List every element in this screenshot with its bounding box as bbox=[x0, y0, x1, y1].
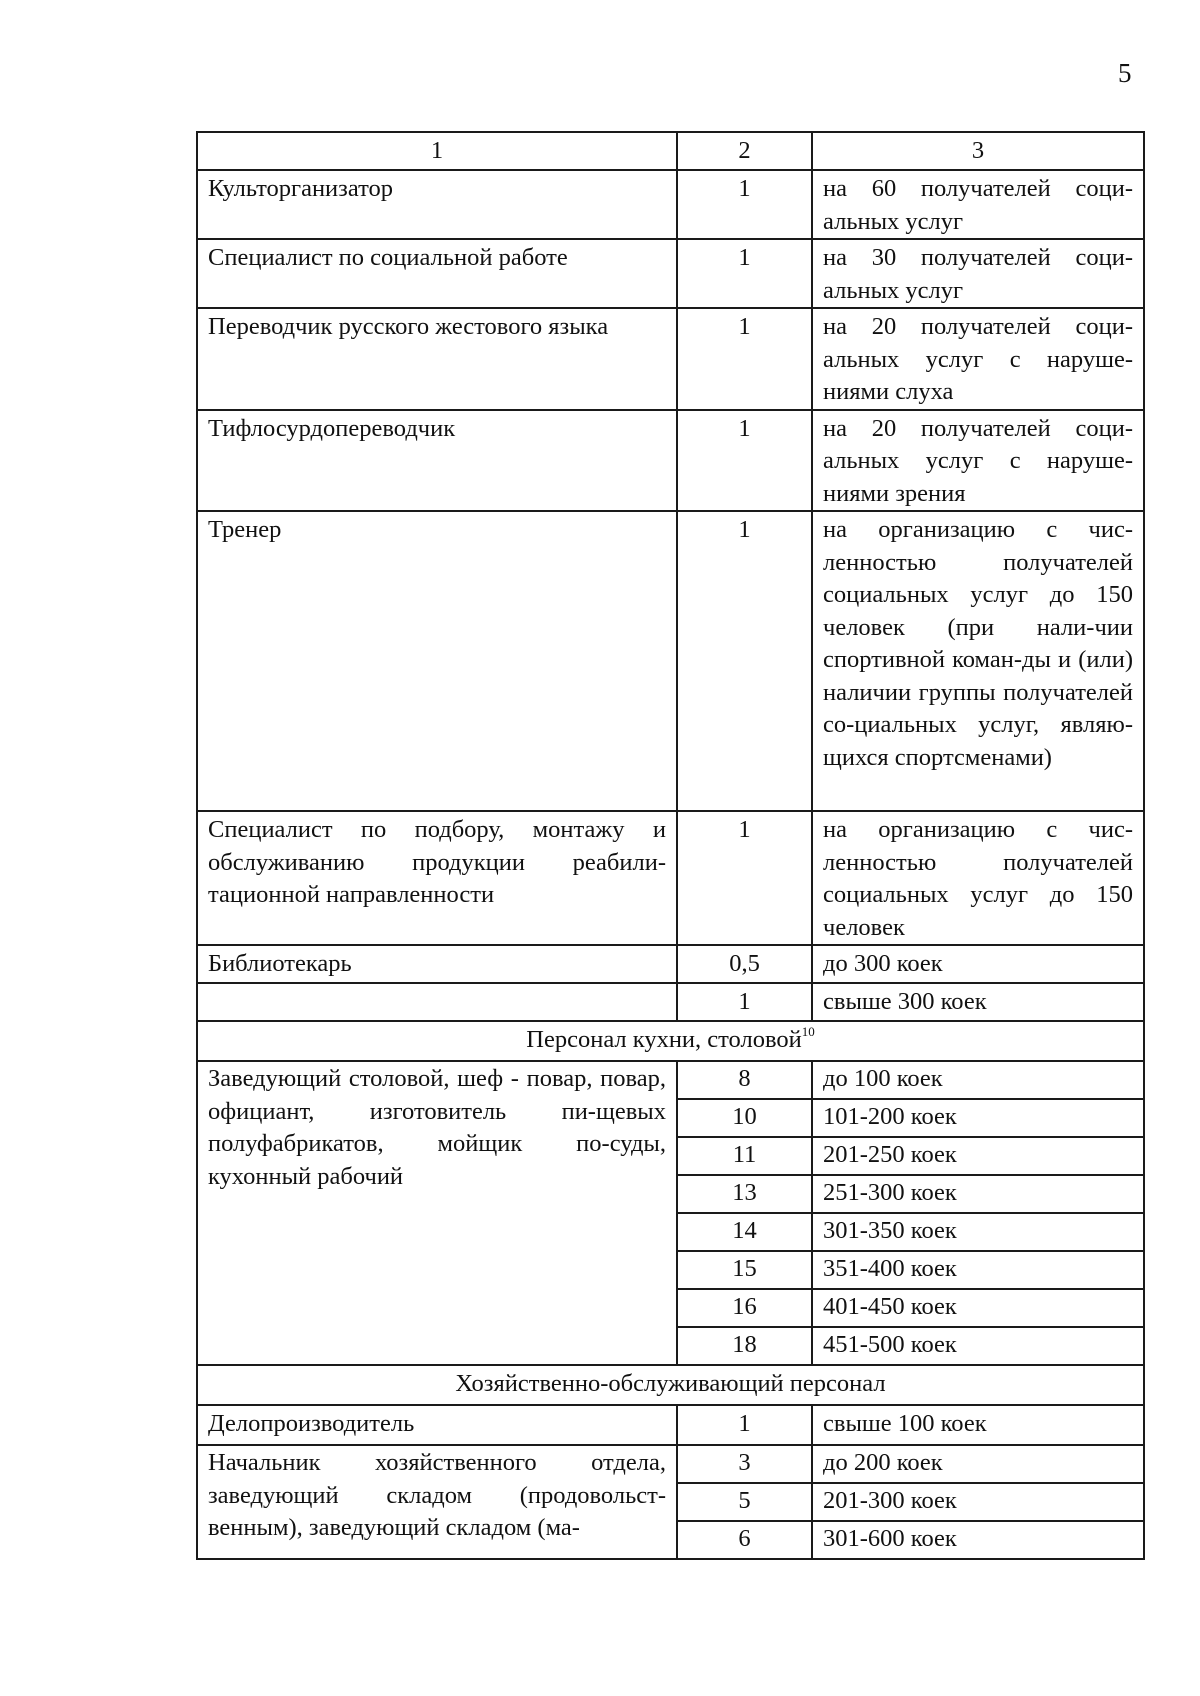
norm-cell: свыше 300 коек bbox=[812, 983, 1144, 1021]
norm-cell: 201-300 коек bbox=[812, 1483, 1144, 1521]
table-row bbox=[197, 410, 1144, 512]
norm-cell: до 300 коек bbox=[812, 945, 1144, 983]
footnote-marker: 10 bbox=[801, 1024, 815, 1039]
count-cell: 1 bbox=[677, 410, 812, 512]
table-row bbox=[197, 1061, 1144, 1099]
norm-cell: 401-450 коек bbox=[812, 1289, 1144, 1327]
count-cell: 6 bbox=[677, 1521, 812, 1559]
norm-cell: свыше 100 коек bbox=[812, 1405, 1144, 1445]
count-cell: 15 bbox=[677, 1251, 812, 1289]
kitchen-title-text: Персонал кухни, столовой bbox=[526, 1026, 802, 1053]
section-row bbox=[197, 1021, 1144, 1061]
page-number: 5 bbox=[1118, 58, 1132, 88]
position-cell: Тифлосурдопереводчик bbox=[197, 410, 677, 512]
count-cell: 18 bbox=[677, 1327, 812, 1365]
table-row bbox=[197, 945, 1144, 983]
count-cell: 1 bbox=[677, 511, 812, 811]
count-cell: 0,5 bbox=[677, 945, 812, 983]
norm-cell: 301-350 коек bbox=[812, 1213, 1144, 1251]
section-row bbox=[197, 1365, 1144, 1405]
position-cell: Переводчик русского жестового языка bbox=[197, 308, 677, 410]
table-row bbox=[197, 308, 1144, 410]
table-row bbox=[197, 511, 1144, 811]
count-cell: 1 bbox=[677, 239, 812, 308]
norm-cell: на 20 получателей соци-альных услуг с наруше-ниями слуха bbox=[812, 308, 1144, 410]
norm-cell: 301-600 коек bbox=[812, 1521, 1144, 1559]
table-header-row bbox=[197, 132, 1144, 170]
count-cell: 11 bbox=[677, 1137, 812, 1175]
count-cell: 5 bbox=[677, 1483, 812, 1521]
table-row bbox=[197, 811, 1144, 945]
norm-cell: 251-300 коек bbox=[812, 1175, 1144, 1213]
norm-cell: на 60 получателей соци-альных услуг bbox=[812, 170, 1144, 239]
norm-cell: 201-250 коек bbox=[812, 1137, 1144, 1175]
kitchen-section-title bbox=[197, 1021, 1144, 1061]
column-1-header: 1 bbox=[197, 132, 677, 170]
norm-cell: до 100 коек bbox=[812, 1061, 1144, 1099]
norm-cell: 351-400 коек bbox=[812, 1251, 1144, 1289]
household-section-title: Хозяйственно-обслуживающий персонал bbox=[197, 1365, 1144, 1405]
norm-cell: 101-200 коек bbox=[812, 1099, 1144, 1137]
column-3-header: 3 bbox=[812, 132, 1144, 170]
count-cell: 3 bbox=[677, 1445, 812, 1483]
norm-cell: на 30 получателей соци-альных услуг bbox=[812, 239, 1144, 308]
count-cell: 1 bbox=[677, 308, 812, 410]
position-cell: Библиотекарь bbox=[197, 945, 677, 983]
column-2-header: 2 bbox=[677, 132, 812, 170]
table-row bbox=[197, 1445, 1144, 1483]
position-cell: Специалист по подбору, монтажу и обслуживанию продукции реабили-тационной направленности bbox=[197, 811, 677, 945]
norm-cell: до 200 коек bbox=[812, 1445, 1144, 1483]
position-cell bbox=[197, 983, 677, 1021]
position-cell: Культорганизатор bbox=[197, 170, 677, 239]
count-cell: 13 bbox=[677, 1175, 812, 1213]
household-head-position-cell: Начальник хозяйственного отдела, заведующий складом (продовольст-венным), заведующий складом (ма- bbox=[197, 1445, 677, 1559]
norm-cell: 451-500 коек bbox=[812, 1327, 1144, 1365]
count-cell: 1 bbox=[677, 983, 812, 1021]
count-cell: 1 bbox=[677, 1405, 812, 1445]
norm-cell: на организацию с чис-ленностью получателей социальных услуг до 150 человек (при нали-чии спортивной коман-ды и (или) наличии группы получателей со-циальных услуг, являю-щихся спортсменами) bbox=[812, 511, 1144, 811]
table-row bbox=[197, 983, 1144, 1021]
count-cell: 14 bbox=[677, 1213, 812, 1251]
kitchen-position-cell: Заведующий столовой, шеф - повар, повар, официант, изготовитель пи-щевых полуфабрикатов, мойщик по-суды, кухонный рабочий bbox=[197, 1061, 677, 1365]
count-cell: 8 bbox=[677, 1061, 812, 1099]
norm-cell: на организацию с чис-ленностью получателей социальных услуг до 150 человек bbox=[812, 811, 1144, 945]
position-cell: Делопроизводитель bbox=[197, 1405, 677, 1445]
staffing-table bbox=[196, 131, 1145, 1560]
position-cell: Специалист по социальной работе bbox=[197, 239, 677, 308]
norm-cell: на 20 получателей соци-альных услуг с наруше-ниями зрения bbox=[812, 410, 1144, 512]
position-cell: Тренер bbox=[197, 511, 677, 811]
count-cell: 10 bbox=[677, 1099, 812, 1137]
table-row bbox=[197, 1405, 1144, 1445]
table-row bbox=[197, 170, 1144, 239]
table-row bbox=[197, 239, 1144, 308]
count-cell: 16 bbox=[677, 1289, 812, 1327]
count-cell: 1 bbox=[677, 170, 812, 239]
count-cell: 1 bbox=[677, 811, 812, 945]
